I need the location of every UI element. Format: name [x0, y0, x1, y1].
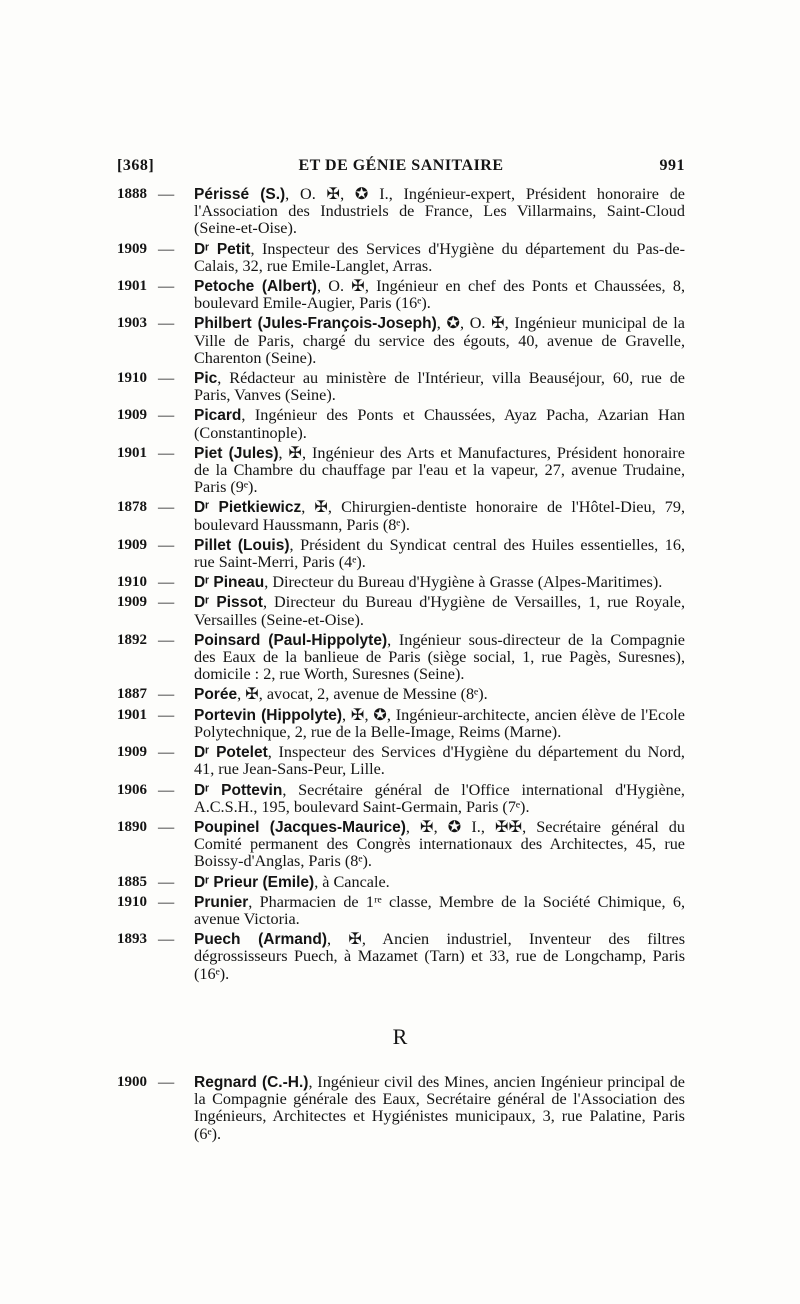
page-number: 991	[659, 157, 685, 174]
entry-name: Périssé (S.)	[194, 186, 286, 203]
entry-dash: —	[158, 239, 175, 258]
entry-dash: —	[158, 535, 175, 554]
entry-text: , O. ✠, Ingénieur en chef des Ponts et Chaussées, 8, boulevard Emile-Augier, Paris (16ᵉ).	[194, 277, 686, 313]
entry-text: , ✠, ✪, Ingénieur-architecte, ancien élève de l'Ecole Polytechnique, 2, rue de la Belle-Image, Reims (Marne).	[194, 705, 685, 741]
entry-dash: —	[158, 406, 175, 425]
entry-year: 1910	[117, 893, 147, 910]
list-item	[117, 819, 685, 871]
entry-name: Dʳ Pottevin	[194, 781, 283, 799]
entry-dash: —	[158, 277, 175, 296]
list-item	[117, 574, 685, 591]
entry-text: , Ingénieur des Ponts et Chaussées, Ayaz Pacha, Azarian Han (Constantinople).	[194, 406, 685, 442]
entry-name: Pic	[194, 370, 218, 388]
running-header	[117, 157, 685, 179]
entry-name: Petoche (Albert)	[194, 278, 317, 296]
entry-name: Poinsard (Paul-Hippolyte)	[194, 631, 388, 649]
entry-dash: —	[158, 498, 175, 517]
entry-text: , Inspecteur des Services d'Hygiène du département du Nord, 41, rue Jean-Sans-Peur, Lille.	[194, 743, 685, 779]
entry-name: Philbert (Jules-François-Joseph)	[194, 315, 437, 333]
entry-name: Pillet (Louis)	[194, 536, 290, 554]
list-item	[117, 278, 685, 312]
entry-text: , à Cancale.	[314, 872, 390, 891]
entry-text: , Rédacteur au ministère de l'Intérieur, villa Beauséjour, 60, rue de Paris, Vanves (Seine).	[194, 369, 685, 405]
entry-year: 1885	[117, 873, 147, 890]
list-item	[117, 445, 685, 497]
entry-text: , ✠, avocat, 2, avenue de Messine (8ᵉ).	[237, 685, 488, 704]
list-item	[117, 894, 685, 928]
entry-dash: —	[158, 743, 175, 762]
entry-year: 1887	[117, 686, 147, 703]
entry-year: 1901	[117, 706, 147, 723]
entry-year: 1878	[117, 499, 147, 516]
entry-year: 1909	[117, 594, 147, 611]
entry-year: 1909	[117, 744, 147, 761]
entry-year: 1910	[117, 574, 147, 591]
list-item	[117, 707, 685, 741]
entry-name: Puech (Armand)	[194, 931, 327, 949]
list-item	[117, 1074, 685, 1143]
entry-dash: —	[158, 780, 175, 799]
entry-text: , Inspecteur des Services d'Hygiène du département du Pas-de-Calais, 32, rue Emile-Langlet, Arras.	[194, 239, 685, 275]
list-item	[117, 315, 685, 367]
entry-dash: —	[158, 892, 175, 911]
list-item	[117, 782, 685, 816]
entry-text: , ✠, Ingénieur des Arts et Manufactures, Président honoraire de la Chambre du chauffage par l'eau et la vapeur, 27, avenue Trudaine, Paris (9ᵉ).	[194, 443, 685, 497]
entry-name: Regnard (C.-H.)	[194, 1074, 309, 1091]
entry-dash: —	[158, 573, 175, 592]
list-item	[117, 686, 685, 703]
list-item	[117, 407, 685, 441]
entry-year: 1909	[117, 407, 147, 424]
list-item	[117, 874, 685, 891]
entry-year: 1906	[117, 781, 147, 798]
list-item	[117, 931, 685, 983]
list-item	[117, 744, 685, 778]
entry-dash: —	[158, 872, 175, 891]
entry-year: 1910	[117, 370, 147, 387]
list-item	[117, 186, 685, 238]
entry-text: , Secrétaire général de l'Office international d'Hygiène, A.C.S.H., 195, boulevard Saint-Germain, Paris (7ᵉ).	[194, 780, 685, 816]
entry-name: Picard	[194, 407, 242, 425]
entry-dash: —	[158, 630, 175, 649]
section-letter: R	[392, 1024, 408, 1049]
list-item	[117, 594, 685, 628]
entry-text: , Ingénieur sous-directeur de la Compagnie des Eaux de la banlieue de Paris (siège social, 1, rue Pagès, Suresnes), domicile : 2, rue Worth, Suresnes (Seine).	[194, 630, 685, 684]
entry-text: , Président du Syndicat central des Huiles essentielles, 16, rue Saint-Merri, Paris (4ᵉ).	[194, 535, 685, 572]
list-item	[117, 370, 685, 404]
entry-dash: —	[158, 930, 175, 949]
list-item	[117, 537, 685, 571]
entry-name: Dʳ Petit	[194, 240, 251, 258]
entry-dash: —	[158, 1073, 175, 1091]
entry-text: , Directeur du Bureau d'Hygiène de Versailles, 1, rue Royale, Versailles (Seine-et-Oise).	[194, 593, 686, 629]
entry-text: , Ingénieur civil des Mines, ancien Ingénieur principal de la Compagnie générale des Eaux, Secrétaire général de l'Association des Ingénieurs, Architectes et Hygiénistes municipaux, 3, rue Palatine, Paris (6ᵉ).	[194, 1073, 685, 1143]
entry-dash: —	[158, 685, 175, 704]
entry-year: 1890	[117, 818, 147, 835]
entry-year: 1901	[117, 444, 147, 461]
entry-year: 1901	[117, 278, 147, 295]
entry-dash: —	[158, 185, 175, 203]
entry-name: Porée	[194, 686, 238, 704]
page-bracket: [368]	[117, 157, 155, 174]
entry-name: Dʳ Prieur (Emile)	[194, 873, 315, 891]
entry-name: Prunier	[194, 893, 249, 911]
entry-text: , Directeur du Bureau d'Hygiène à Grasse (Alpes-Maritimes).	[264, 573, 663, 592]
entry-text: , O. ✠, ✪ I., Ingénieur-expert, Président honoraire de l'Association des Industriels de France, Les Villarmains, Saint-Cloud (Seine-et-Oise).	[194, 185, 685, 238]
entry-dash: —	[158, 705, 175, 724]
entry-year: 1903	[117, 315, 147, 332]
entry-dash: —	[158, 369, 175, 388]
entry-name: Dʳ Pineau	[194, 574, 265, 592]
entry-year: 1909	[117, 240, 147, 257]
entry-year: 1900	[117, 1074, 147, 1090]
running-title: ET DE GÉNIE SANITAIRE	[298, 157, 504, 174]
entry-year: 1893	[117, 931, 147, 948]
entry-text: , ✠, Ancien industriel, Inventeur des filtres dégrossisseurs Puech, à Mazamet (Tarn) et 33, rue de Longchamp, Paris (16ᵉ).	[194, 930, 686, 983]
entry-name: Dʳ Potelet	[194, 744, 268, 762]
entry-name: Portevin (Hippolyte)	[194, 706, 343, 724]
entry-list-r	[117, 1074, 685, 1146]
entry-text: , ✠, ✪ I., ✠✠, Secrétaire général du Comité permanent des Congrès internationaux des Architectes, 45, rue Boissy-d'Anglas, Paris (8ᵉ).	[194, 817, 685, 871]
entry-dash: —	[158, 443, 175, 462]
entry-text: , ✠, Chirurgien-dentiste honoraire de l'Hôtel-Dieu, 79, boulevard Haussmann, Paris (8ᵉ).	[194, 498, 685, 534]
entry-name: Dʳ Pissot	[194, 594, 263, 612]
entry-year: 1909	[117, 536, 147, 553]
entry-name: Dʳ Pietkiewicz	[194, 499, 302, 517]
entry-year: 1888	[117, 186, 147, 202]
list-item	[117, 499, 685, 533]
entry-name: Poupinel (Jacques-Maurice)	[194, 818, 406, 836]
entry-text: , Pharmacien de 1ʳᵉ classe, Membre de la Société Chimique, 6, avenue Victoria.	[194, 892, 685, 928]
entry-dash: —	[158, 314, 175, 333]
entry-dash: —	[158, 593, 175, 612]
entry-name: Piet (Jules)	[194, 444, 279, 462]
entry-list	[117, 186, 685, 986]
entry-text: , ✪, O. ✠, Ingénieur municipal de la Ville de Paris, chargé du service des égouts, 40, avenue de Gravelle, Charenton (Seine).	[194, 314, 685, 367]
entry-year: 1892	[117, 631, 147, 648]
entry-dash: —	[158, 817, 175, 836]
list-item	[117, 632, 685, 684]
list-item	[117, 241, 685, 275]
